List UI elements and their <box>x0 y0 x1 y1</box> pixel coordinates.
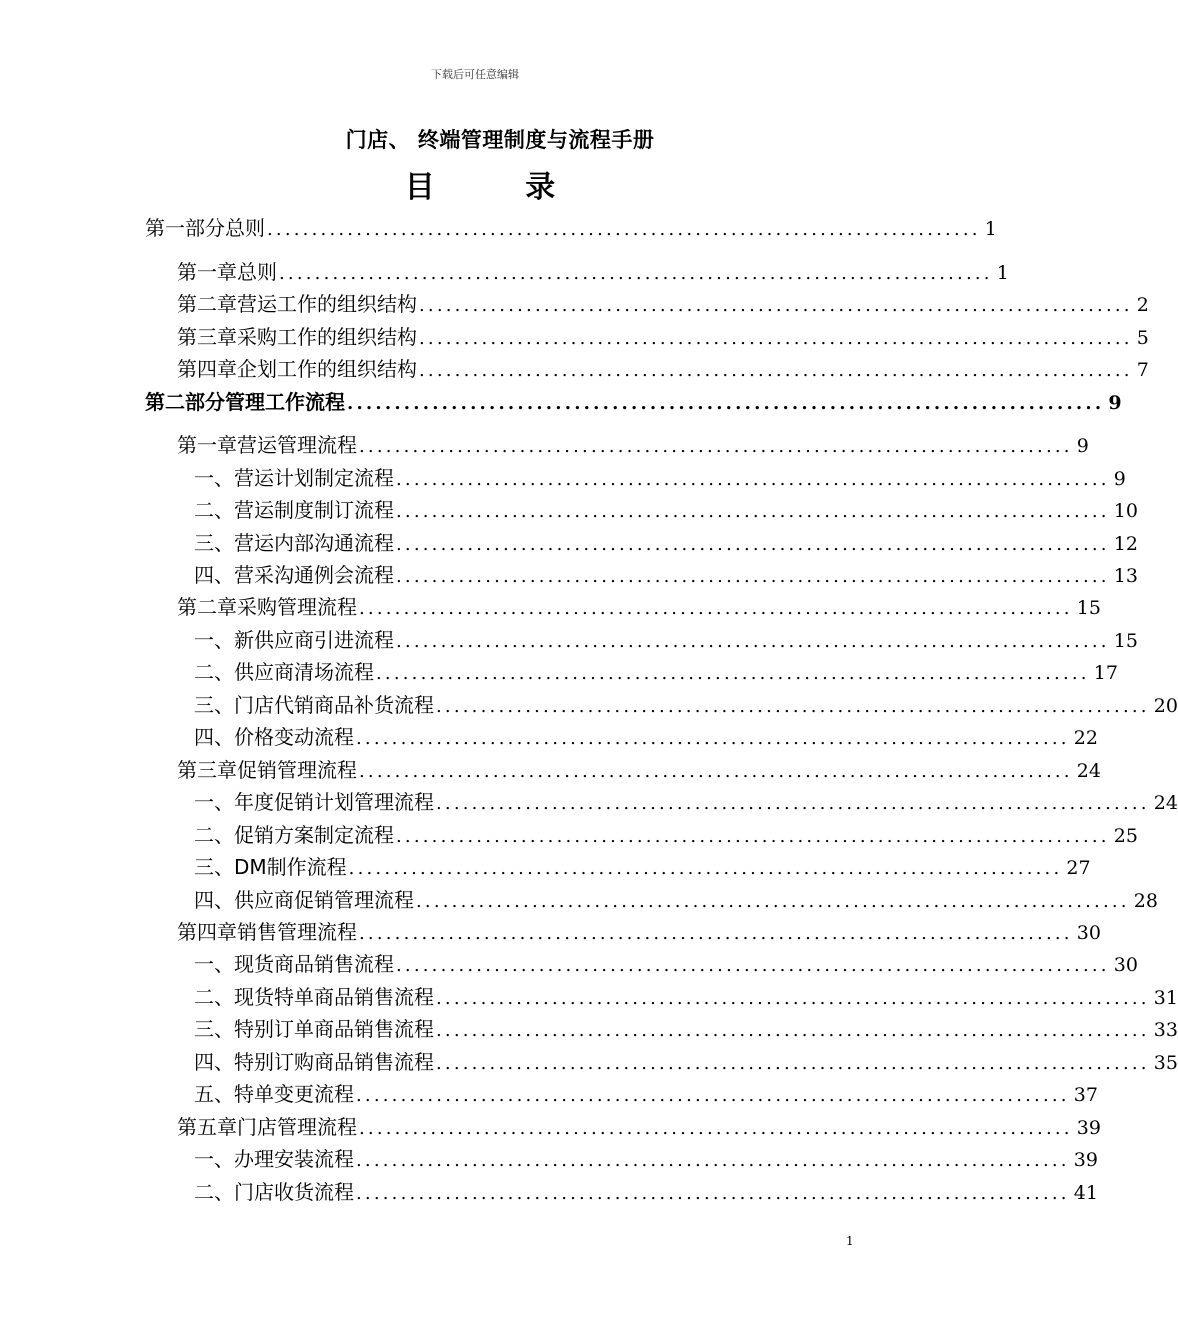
toc-entry-page-number: 30 <box>1113 954 1138 976</box>
toc-entry-number: 二、 <box>194 823 234 847</box>
toc-entry[interactable] <box>194 1046 1178 1078</box>
toc-entry-title: 促销管理流程 <box>237 758 357 782</box>
toc-entry[interactable] <box>194 851 1091 883</box>
toc-entry-number: 二、 <box>194 985 234 1009</box>
toc-entry-number: 第一章 <box>177 433 237 457</box>
toc-entry-title: 总则 <box>225 216 265 240</box>
toc-entry-page-number: 24 <box>1076 760 1101 782</box>
toc-entry-page-number: 30 <box>1076 922 1101 944</box>
toc-entry[interactable] <box>145 212 997 244</box>
toc-entry-number: 二、 <box>194 1180 234 1204</box>
toc-entry-title: 总则 <box>237 260 277 284</box>
dot-leader: ................................................................................ <box>396 631 1110 652</box>
toc-entry-page-number: 9 <box>1076 435 1089 457</box>
toc-entry-title: 价格变动流程 <box>234 725 354 749</box>
toc-entry-number: 二、 <box>194 660 234 684</box>
toc-entry[interactable] <box>194 624 1138 656</box>
header-note: 下载后可任意编辑 <box>431 68 519 81</box>
toc-entry-title: 营运计划制定流程 <box>234 466 394 490</box>
dot-leader: ................................................................................ <box>356 1150 1070 1171</box>
toc-entry-page-number: 10 <box>1113 500 1138 522</box>
toc-entry-title: 年度促销计划管理流程 <box>234 790 434 814</box>
toc-entry-number: 第二章 <box>177 292 237 316</box>
toc-entry-page-number: 39 <box>1073 1149 1098 1171</box>
toc-entry[interactable] <box>194 1013 1178 1045</box>
toc-entry[interactable] <box>177 754 1101 786</box>
toc-entry-title: 促销方案制定流程 <box>234 823 394 847</box>
dot-leader: ................................................................................ <box>396 501 1110 522</box>
toc-entry[interactable] <box>194 884 1158 916</box>
toc-entry-title: 供应商清场流程 <box>234 660 374 684</box>
toc-entry[interactable] <box>194 819 1138 851</box>
toc-entry-number: 一、 <box>194 790 234 814</box>
toc-entry-page-number: 1 <box>996 262 1009 284</box>
dot-leader: ................................................................................ <box>419 295 1133 316</box>
toc-entry-number: 一、 <box>194 952 234 976</box>
dot-leader: ................................................................................ <box>356 1085 1070 1106</box>
dot-leader: ................................................................................ <box>359 598 1073 619</box>
toc-entry-number: 四、 <box>194 888 234 912</box>
dot-leader: ................................................................................ <box>436 988 1150 1009</box>
toc-entry-page-number: 9 <box>1113 468 1126 490</box>
toc-entry-title: 特别订单商品销售流程 <box>234 1017 434 1041</box>
toc-entry-page-number: 27 <box>1066 857 1091 879</box>
dot-leader: ................................................................................ <box>267 219 981 240</box>
toc-entry-title: 门店收货流程 <box>234 1180 354 1204</box>
toc-entry-number: 第四章 <box>177 357 237 381</box>
dot-leader: ................................................................................ <box>416 891 1130 912</box>
toc-entry-number: 第二部分 <box>145 390 225 414</box>
toc-entry-number: 第二章 <box>177 595 237 619</box>
toc-entry-number: 二、 <box>194 498 234 522</box>
dot-leader: ................................................................................ <box>436 1053 1150 1074</box>
toc-entry[interactable] <box>145 386 1122 418</box>
toc-entry[interactable] <box>194 1078 1098 1110</box>
toc-entry-page-number: 5 <box>1136 327 1149 349</box>
toc-entry[interactable] <box>177 916 1101 948</box>
toc-entry-page-number: 41 <box>1073 1182 1098 1204</box>
dot-leader: ................................................................................ <box>436 1020 1150 1041</box>
toc-entry-page-number: 20 <box>1153 695 1178 717</box>
toc-entry[interactable] <box>194 1176 1098 1208</box>
toc-entry-title: 营运工作的组织结构 <box>237 292 417 316</box>
toc-entry-title: 新供应商引进流程 <box>234 628 394 652</box>
dot-leader: ................................................................................ <box>359 761 1073 782</box>
toc-entry-page-number: 25 <box>1113 825 1138 847</box>
toc-entry-page-number: 39 <box>1076 1117 1101 1139</box>
toc-entry-number: 五、 <box>194 1082 234 1106</box>
toc-entry-title: 门店代销商品补货流程 <box>234 693 434 717</box>
toc-heading: 目 录 <box>404 170 596 205</box>
toc-entry-number: 三、 <box>194 855 234 879</box>
dot-leader: ................................................................................ <box>396 534 1110 555</box>
toc-entry[interactable] <box>194 948 1138 980</box>
toc-entry[interactable] <box>177 429 1089 461</box>
dot-leader: ................................................................................ <box>376 663 1090 684</box>
toc-entry-page-number: 28 <box>1133 890 1158 912</box>
dot-leader: ................................................................................ <box>436 793 1150 814</box>
toc-entry[interactable] <box>194 559 1138 591</box>
toc-entry-number: 四、 <box>194 725 234 749</box>
toc-entry-number: 三、 <box>194 693 234 717</box>
dot-leader: ................................................................................ <box>348 858 1063 879</box>
toc-entry-title: 现货商品销售流程 <box>234 952 394 976</box>
toc-entry-page-number: 37 <box>1073 1084 1098 1106</box>
toc-entry-page-number: 7 <box>1136 359 1149 381</box>
toc-entry-title: 营采沟通例会流程 <box>234 563 394 587</box>
toc-entry-number: 三、 <box>194 1017 234 1041</box>
dot-leader: ................................................................................ <box>419 328 1133 349</box>
toc-entry-title: 特单变更流程 <box>234 1082 354 1106</box>
dot-leader: ................................................................................ <box>396 955 1110 976</box>
toc-entry[interactable] <box>177 321 1149 353</box>
dot-leader: ................................................................................ <box>396 826 1110 847</box>
dot-leader: ................................................................................ <box>356 728 1070 749</box>
toc-entry-title: 企划工作的组织结构 <box>237 357 417 381</box>
toc-entry[interactable] <box>177 353 1149 385</box>
toc-entry-title: 办理安装流程 <box>234 1147 354 1171</box>
toc-entry-number: 四、 <box>194 563 234 587</box>
toc-entry[interactable] <box>194 1143 1098 1175</box>
dot-leader: ................................................................................ <box>396 566 1110 587</box>
toc-entry-title: 营运制度制订流程 <box>234 498 394 522</box>
toc-entry-title: 特别订购商品销售流程 <box>234 1050 434 1074</box>
toc-entry-number: 第四章 <box>177 920 237 944</box>
dot-leader: ................................................................................ <box>359 923 1073 944</box>
toc-entry-number: 四、 <box>194 1050 234 1074</box>
toc-entry-page-number: 2 <box>1136 294 1149 316</box>
toc-entry-number: 一、 <box>194 628 234 652</box>
toc-entry-number: 第一章 <box>177 260 237 284</box>
dot-leader: ................................................................................ <box>359 436 1073 457</box>
toc-entry[interactable] <box>177 288 1149 320</box>
dot-leader: ................................................................................ <box>359 1118 1073 1139</box>
toc-entry[interactable] <box>194 786 1178 818</box>
toc-entry-page-number: 1 <box>984 218 997 240</box>
toc-entry-title: 采购工作的组织结构 <box>237 325 417 349</box>
toc-entry[interactable] <box>194 494 1138 526</box>
dot-leader: ................................................................................ <box>356 1183 1070 1204</box>
toc-entry-title: 销售管理流程 <box>237 920 357 944</box>
toc-entry-title: 采购管理流程 <box>237 595 357 619</box>
toc-entry-page-number: 33 <box>1153 1019 1178 1041</box>
toc-entry-number: 一、 <box>194 466 234 490</box>
toc-entry[interactable] <box>177 256 1009 288</box>
toc-entry-number: 一、 <box>194 1147 234 1171</box>
dot-leader: ................................................................................ <box>279 263 993 284</box>
toc-entry[interactable] <box>194 527 1138 559</box>
toc-entry[interactable] <box>194 689 1178 721</box>
toc-entry-page-number: 12 <box>1113 533 1138 555</box>
toc-entry[interactable] <box>194 656 1118 688</box>
toc-entry-title: 门店管理流程 <box>237 1115 357 1139</box>
dot-leader: ................................................................................ <box>436 696 1150 717</box>
toc-entry-page-number: 35 <box>1153 1052 1178 1074</box>
toc-entry-title: 供应商促销管理流程 <box>234 888 414 912</box>
toc-entry[interactable] <box>177 591 1101 623</box>
toc-entry-number: 第五章 <box>177 1115 237 1139</box>
toc-entry-number: 第一部分 <box>145 216 225 240</box>
toc-entry[interactable] <box>194 721 1098 753</box>
toc-entry-page-number: 9 <box>1108 392 1122 414</box>
toc-entry[interactable] <box>177 1111 1101 1143</box>
toc-entry-number: 第三章 <box>177 325 237 349</box>
toc-entry-page-number: 22 <box>1073 727 1098 749</box>
toc-entry-page-number: 15 <box>1113 630 1138 652</box>
toc-entry-title: 现货特单商品销售流程 <box>234 985 434 1009</box>
toc-entry-page-number: 24 <box>1153 792 1178 814</box>
toc-entry-number: 三、 <box>194 531 234 555</box>
toc-entry-page-number: 17 <box>1093 662 1118 684</box>
toc-entry-title: 管理工作流程 <box>225 390 345 414</box>
toc-entry-title: DM制作流程 <box>234 855 347 879</box>
toc-entry-page-number: 13 <box>1113 565 1138 587</box>
toc-entry-page-number: 31 <box>1153 987 1178 1009</box>
document-title: 门店、 终端管理制度与流程手册 <box>345 128 655 152</box>
toc-entry-page-number: 15 <box>1076 597 1101 619</box>
dot-leader: ................................................................................ <box>419 360 1133 381</box>
dot-leader: ................................................................................ <box>396 469 1110 490</box>
toc-entry-title: 营运内部沟通流程 <box>234 531 394 555</box>
toc-entry-title: 营运管理流程 <box>237 433 357 457</box>
toc-entry[interactable] <box>194 462 1126 494</box>
toc-entry[interactable] <box>194 981 1178 1013</box>
toc-entry-number: 第三章 <box>177 758 237 782</box>
page-number: 1 <box>846 1234 854 1248</box>
dot-leader: ................................................................................ <box>347 393 1105 414</box>
